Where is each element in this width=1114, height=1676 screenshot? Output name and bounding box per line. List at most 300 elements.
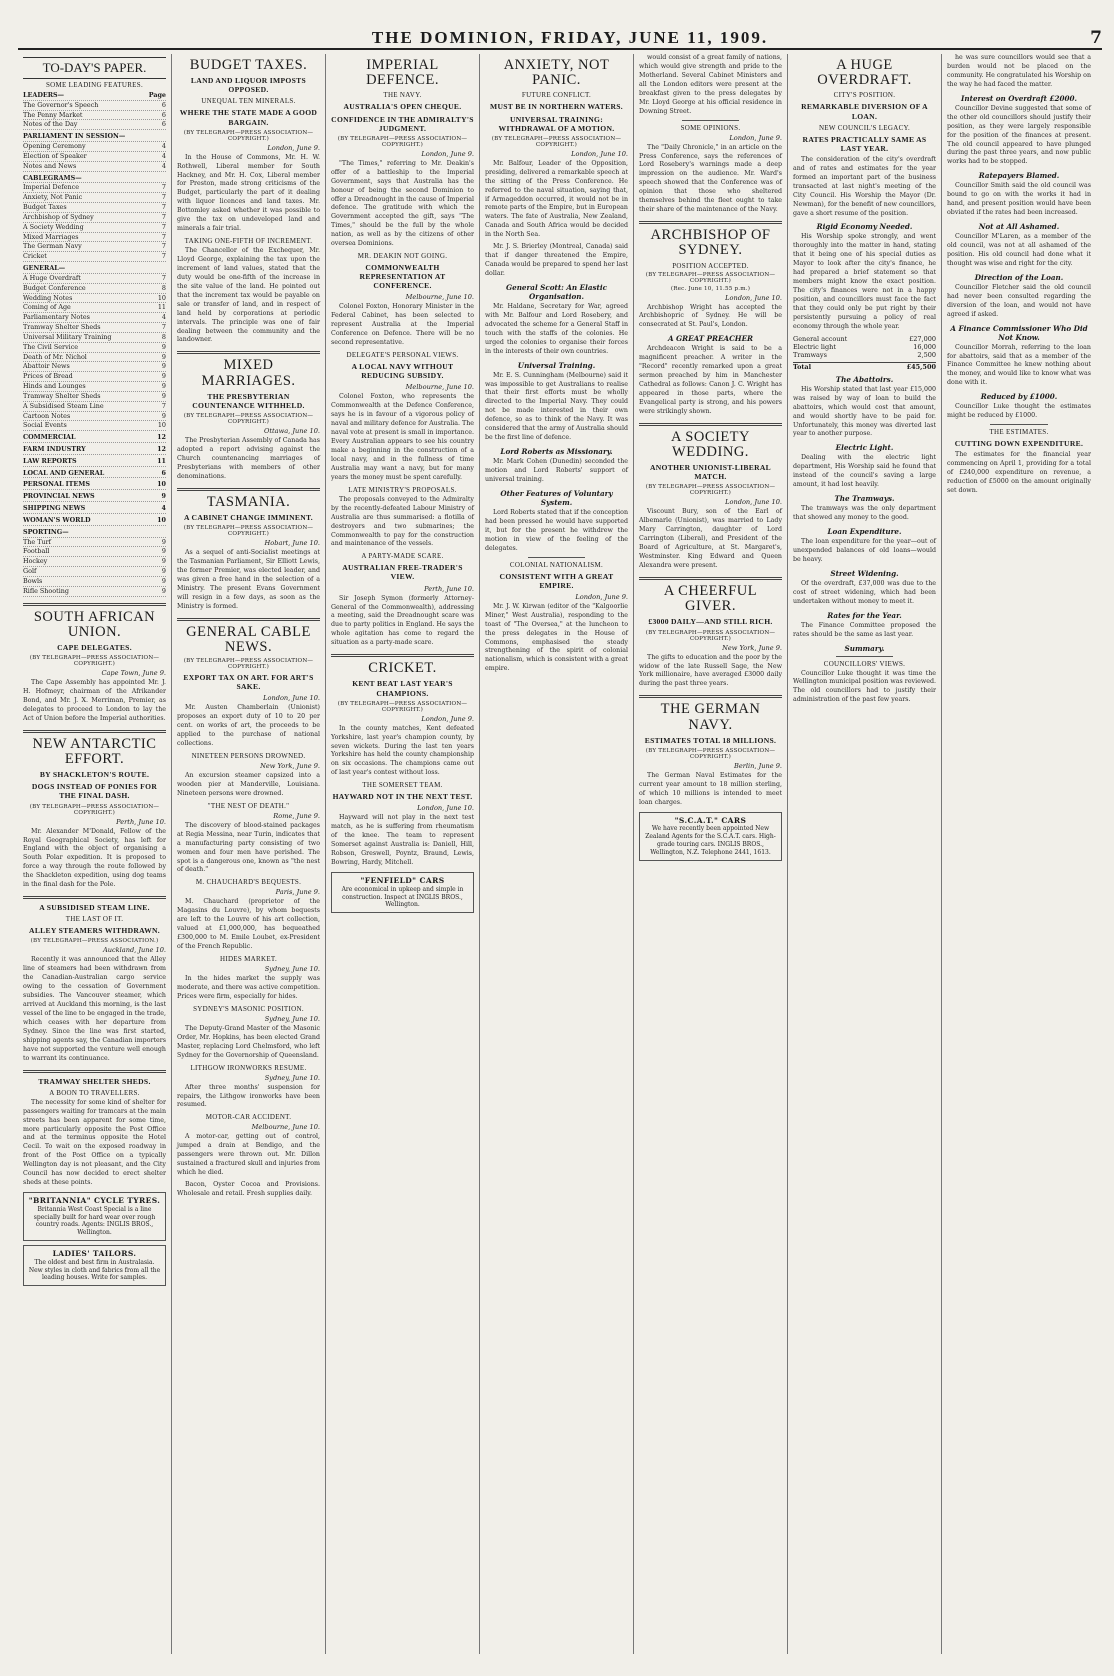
toc-row	[23, 557, 166, 567]
toc-row	[23, 372, 166, 382]
toc-row	[23, 132, 166, 142]
article-text: Councillor Fletcher said the old council had never been consulted regarding the diversion of the loan, and would not have agreed if asked.	[947, 283, 1091, 318]
advertisement	[23, 1192, 166, 1241]
dateline: London, June 9.	[421, 149, 474, 158]
ad-text: Britannia West Coast Special is a line specially built for hard wear over rough country roads. Agents: INGLIS BROS., Wellington.	[33, 1205, 156, 1237]
article-text: In the House of Commons, Mr. H. W. Rothwell, Liberal member for South Hackney, and Mr. H. Cox, Liberal member for Preston, made strong criticisms of the Budget, particularly the part of it dealing with liquor licences and land taxes. Mr. Bottomley asked whether it was possible to give the tax on undeveloped land and minerals a fair trial.	[177, 153, 320, 233]
subhead: UNIVERSAL TRAINING: WITHDRAWAL OF A MOTION.	[498, 114, 615, 133]
subhead: Reduced by £1000.	[980, 392, 1058, 402]
toc-row	[23, 412, 166, 422]
divider	[639, 423, 782, 426]
subhead: SOME OPINIONS.	[680, 123, 741, 132]
subhead: DELEGATE'S PERSONAL VIEWS.	[346, 351, 459, 360]
subhead: COUNCILLORS' VIEWS.	[823, 659, 906, 668]
toc-label: Budget Conference	[23, 283, 86, 292]
toc-page: 9	[161, 537, 166, 546]
dateline: London, June 9.	[267, 143, 320, 152]
table-label: Electric light	[793, 342, 836, 351]
dateline: London, June 10.	[725, 498, 782, 507]
subhead: General Scott: An Elastic Organisation.	[506, 282, 607, 301]
table-value: 16,000	[913, 342, 936, 351]
article-text: Councillor Smith said the old council was bound to go on with the works it had in hand, and present position would have been obviated if the rates had been increased.	[947, 182, 1091, 217]
toc-page: 9	[161, 342, 166, 351]
article-text: Councillor Luke thought it was time the Wellington municipal position was reviewed. The old councillors had to justify their administration of the past few years.	[793, 669, 936, 704]
byline: (BY TELEGRAPH—PRESS ASSOCIATION—COPYRIGHT.)	[491, 135, 622, 148]
toc-row	[23, 242, 166, 252]
toc-row	[23, 274, 166, 284]
subhead: SYDNEY'S MASONIC POSITION.	[193, 1004, 304, 1013]
subhead: CUTTING DOWN EXPENDITURE.	[954, 439, 1084, 449]
toc-label: PERSONAL ITEMS	[23, 480, 90, 489]
table-value: £27,000	[909, 334, 936, 343]
ad-text: Are economical in upkeep and simple in construction. Inspect at INGLIS BROS., Wellington.	[341, 885, 464, 909]
divider	[639, 695, 782, 698]
toc-label: Rifle Shooting	[23, 586, 69, 595]
article-text: Mr. J. W. Kirwan (editor of the "Kalgoorlie Miner," West Australia), responding to the toast of "The Oversea," at the luncheon to the press delegates in the House of Commons, emphasised the steady strengthening of the spirit of colonial nationalism, which is consistent with a great empire.	[485, 602, 628, 673]
total-value: £45,500	[906, 362, 936, 371]
subhead: Ratepayers Blamed.	[978, 171, 1060, 181]
toc-label: A Huge Overdraft	[23, 273, 81, 282]
subhead: WHERE THE STATE MADE A GOOD BARGAIN.	[179, 108, 318, 127]
dateline: New York, June 9.	[260, 761, 320, 770]
article-text: Mr. Balfour, Leader of the Opposition, presiding, delivered a remarkable speech at the sitting of the Press Conference. He referred to the naval situation, saying that, if Armageddon occurred, it would not be in remote parts of the Empire, but in European waters. The fate of Australia, New Zealand, Canada and South Africa would be decided in the North Sea.	[485, 159, 628, 239]
dateline: London, June 10.	[263, 694, 320, 703]
subhead: A GREAT PREACHER	[667, 334, 754, 344]
ad-headline: "FENFIELD" CARS	[360, 876, 445, 886]
headline-tramway: TRAMWAY SHELTER SHEDS.	[38, 1076, 151, 1086]
subhead: Loan Expenditure.	[827, 527, 902, 536]
toc-label: SHIPPING NEWS	[23, 504, 86, 513]
subhead: A PARTY-MADE SCARE.	[361, 552, 444, 561]
toc-row	[23, 353, 166, 363]
article-text: An excursion steamer capsized into a wooden pier at Manderville, Louisiana. Nineteen persons were drowned.	[177, 771, 320, 797]
subhead: A LOCAL NAVY WITHOUT REDUCING SUBSIDY.	[351, 362, 454, 381]
toc-label: CABLEGRAMS—	[23, 173, 82, 182]
advertisement	[331, 872, 474, 913]
toc-label: Death of Mr. Nichol	[23, 352, 87, 361]
toc-row	[23, 193, 166, 203]
toc-page: Page	[148, 91, 166, 99]
article-text: "The Times," referring to Mr. Deakin's offer of a battleship to the Imperial Government, says that Australia has the honour of being the second Dominion to offer a Dreadnought in the cause of Imperial defence. The gratitude with which the Government accepted the gift, says "The Times," should be the full by the whole nation, as well as by the citizens of other oversea Dominions.	[331, 159, 474, 248]
byline: (BY TELEGRAPH—PRESS ASSOCIATION—COPYRIGHT.)	[337, 135, 468, 148]
article-text: After three months' suspension for repairs, the Lithgow ironworks have been resumed.	[177, 1083, 320, 1109]
toc-page: 7	[161, 203, 166, 212]
advertisement	[23, 1245, 166, 1286]
toc-label: Hinds and Lounges	[23, 382, 86, 391]
subhead: THE LAST OF IT.	[65, 915, 124, 924]
toc-page: 9	[161, 391, 166, 400]
toc-label: Budget Taxes	[23, 203, 67, 212]
dateline: Rome, June 9.	[273, 811, 320, 820]
dateline: Berlin, June 9.	[734, 761, 782, 770]
table-row	[793, 351, 936, 359]
subhead: A Finance Commissioner Who Did Not Know.	[950, 323, 1088, 342]
dateline: Melbourne, June 10.	[251, 1123, 320, 1132]
toc-label: A Subsidised Steam Line	[23, 401, 104, 410]
toc-label: Hockey	[23, 557, 48, 566]
subhead: ANOTHER UNIONIST-LIBERAL MATCH.	[649, 463, 772, 482]
article-text: Recently it was announced that the Alley line of steamers had been withdrawn from the Canadian-Australian cargo service owing to the cessation of Government subsidies. The Vancouver steamer, which arrived at Auckland this morning, is the last vessel of the line to be engaged in the trade, which ceases with her departure from Sydney. Since the line was first started, shipping agents say, the Canadian importers have not supported the venture well enough to warrant its continuance.	[23, 956, 166, 1062]
dateline: Paris, June 9.	[275, 888, 320, 897]
headline-mixed-marriages: MIXED MARRIAGES.	[201, 357, 296, 389]
dateline: Sydney, June 10.	[264, 1014, 320, 1023]
overdraft-table	[793, 335, 936, 359]
ad-headline: "BRITANNIA" CYCLE TYRES.	[28, 1196, 161, 1206]
toc-row	[23, 480, 166, 490]
divider	[177, 351, 320, 354]
toc-page: 7	[161, 242, 166, 251]
dateline: Auckland, June 10.	[102, 946, 166, 955]
toc-label: A Society Wedding	[23, 222, 84, 231]
subhead: THE SOMERSET TEAM.	[362, 781, 443, 790]
table-label: Tramways	[793, 350, 827, 359]
masthead	[18, 14, 1102, 50]
subhead: EXPORT TAX ON ART. FOR ART'S SAKE.	[183, 673, 314, 692]
subhead: THE PRESBYTERIAN COUNTENANCE WITHHELD.	[192, 391, 305, 410]
column-4	[480, 54, 634, 1654]
toc-label: Cartoon Notes	[23, 411, 71, 420]
article-text: The tramways was the only department that showed any money to the good.	[793, 505, 936, 522]
toc-page: 7	[161, 323, 166, 332]
toc-label: WOMAN'S WORLD	[23, 515, 91, 524]
toc-row	[23, 174, 166, 184]
toc-label: Bowls	[23, 576, 43, 585]
toc-row	[23, 577, 166, 587]
table-row	[793, 343, 936, 351]
toc-row	[23, 203, 166, 213]
toc-row	[23, 233, 166, 243]
subhead: Rigid Economy Needed.	[816, 222, 913, 232]
toc-label: PARLIAMENT IN SESSION—	[23, 132, 126, 141]
headline-cricket: CRICKET.	[368, 660, 437, 677]
toc-label: Archbishop of Sydney	[23, 212, 94, 221]
toc-title: TO-DAY'S PAPER.	[23, 57, 166, 79]
article-text: The proposals conveyed to the Admiralty by the recently-defeated Labour Ministry of Australia are thus summarised: a flotilla of destroyers and two submarines; the Commonwealth to pay for the construction and maintenance of the vessels.	[331, 495, 474, 548]
columns	[18, 54, 1102, 1654]
toc-page: 6	[161, 468, 166, 477]
toc-row	[23, 547, 166, 557]
subhead: Electric Light.	[835, 443, 894, 453]
subhead: Summary.	[844, 643, 885, 653]
toc-row	[23, 284, 166, 294]
table-row	[793, 335, 936, 343]
dateline: London, June 10.	[725, 293, 782, 302]
toc-page: 7	[161, 401, 166, 410]
toc-row	[23, 152, 166, 162]
dateline: Melbourne, June 10.	[405, 293, 474, 302]
byline: (BY TELEGRAPH—PRESS ASSOCIATION—COPYRIGHT.)	[183, 525, 314, 538]
article-text: Councillor M'Laren, as a member of the old council, was not at all ashamed of the position. His old council had done what it thought was wise and right for the city.	[947, 233, 1091, 267]
article-text: A motor-car, getting out of control, jumped a drain at Bendigo, and the passengers were thrown out. Mr. Dillon sustained a fractured skull and injuries from which he died.	[177, 1133, 320, 1177]
byline: (BY TELEGRAPH—PRESS ASSOCIATION.)	[30, 938, 159, 945]
headline-anxiety-not-panic: ANXIETY, NOT PANIC.	[503, 57, 610, 89]
article-text: The Deputy-Grand Master of the Masonic Order, Mr. Hopkins, has been elected Grand Master, replacing Lord Chelmsford, who left Sydney for the Governorship of Queensland.	[177, 1024, 320, 1059]
divider	[23, 730, 166, 733]
article-text: Mr. Mark Cohen (Dunedin) seconded the motion and Lord Roberts' support of universal training.	[485, 458, 628, 483]
received-line: (Rec. June 10, 11.55 p.m.)	[670, 285, 751, 292]
toc-label: Parliamentary Notes	[23, 313, 90, 322]
headline-huge-overdraft: A HUGE OVERDRAFT.	[817, 57, 912, 89]
subhead: The Tramways.	[834, 494, 895, 504]
toc-row	[23, 183, 166, 193]
toc-page: 11	[157, 303, 166, 312]
toc-label: Notes of the Day	[23, 120, 78, 129]
toc-row	[23, 313, 166, 323]
dateline: London, June 10.	[417, 804, 474, 813]
subhead: CONFIDENCE IN THE ADMIRALTY'S JUDGMENT.	[331, 114, 474, 133]
toc-page: 10	[157, 480, 166, 489]
toc-label: PROVINCIAL NEWS	[23, 492, 95, 501]
toc-page: 7	[161, 193, 166, 202]
ad-text: We have recently been appointed New Zealand Agents for the S.C.A.T. cars. High-grade touring cars. INGLIS BROS., Wellington, N.Z. Telephone 2441, 1613.	[645, 825, 776, 856]
headline-south-african-union: SOUTH AFRICAN UNION.	[33, 608, 156, 640]
toc-page: 8	[161, 332, 166, 341]
table-label: General account	[793, 334, 848, 343]
ad-headline: LADIES' TAILORS.	[52, 1249, 137, 1259]
toc-row	[23, 362, 166, 372]
toc-row	[23, 567, 166, 577]
article-text: Mr. Haldane, Secretary for War, agreed with Mr. Balfour and Lord Rosebery, and advocated the scheme for a General Staff in touch with the staffs of the colonies. He urged the colonies to organise their forces in the interests of their own countries.	[485, 302, 628, 355]
toc-page: 4	[161, 504, 166, 513]
toc-label: COMMERCIAL	[23, 433, 76, 442]
dateline: London, June 9.	[575, 592, 628, 601]
article-text: The loan expenditure for the year—out of unexpended balances of old loans—would be heavy.	[793, 538, 936, 563]
dateline: Cape Town, June 9.	[101, 669, 166, 678]
byline: (BY TELEGRAPH—PRESS ASSOCIATION—COPYRIGHT.)	[337, 700, 468, 713]
toc-row	[23, 111, 166, 121]
article-text: Mr. J. S. Brierley (Montreal, Canada) said that if danger threatened the Empire, Canada would be prepared to spend her last dollar.	[485, 243, 628, 278]
byline: (BY TELEGRAPH—PRESS ASSOCIATION—COPYRIGHT.)	[29, 803, 160, 816]
divider	[23, 603, 166, 606]
toc-page: 10	[157, 293, 166, 302]
toc-row	[23, 223, 166, 233]
subhead: HIDES MARKET.	[219, 955, 278, 964]
subhead: UNEQUAL TEN MINERALS.	[201, 97, 296, 106]
divider	[682, 120, 739, 121]
headline-society-wedding: A SOCIETY WEDDING.	[670, 428, 751, 461]
toc-page: 7	[161, 222, 166, 231]
subhead: TAKING ONE-FIFTH OF INCREMENT.	[184, 237, 313, 246]
toc-row	[23, 421, 166, 431]
subhead: A CABINET CHANGE IMMINENT.	[183, 512, 314, 522]
article-text: Mr. Austen Chamberlain (Unionist) proposes an export duty of 10 to 20 per cent. on works of art, the proceeds to be applied to the purchase of national collections.	[177, 704, 320, 748]
toc-row	[23, 587, 166, 597]
subhead: MUST BE IN NORTHERN WATERS.	[490, 102, 623, 112]
toc-label: Football	[23, 547, 50, 556]
subhead: MR. DEAKIN NOT GOING.	[357, 252, 448, 261]
subhead: Rates for the Year.	[827, 610, 902, 620]
dateline: Melbourne, June 10.	[405, 383, 474, 392]
toc-page: 7	[161, 183, 166, 192]
toc-list	[23, 91, 166, 597]
article-text: The Finance Committee proposed the rates should be the same as last year.	[793, 621, 936, 638]
toc-page: 9	[161, 362, 166, 371]
subhead: ALLEY STEAMERS WITHDRAWN.	[29, 926, 160, 936]
article-text: Hayward will not play in the next test match, as he is suffering from rheumatism of the knee. The team to represent Somerset against Australia is: Daniell, Hill, Robson, Greswell, Poyntz, Braund, Lewis, Bowring, Hardy, Mitchell.	[331, 814, 474, 867]
subhead: BY SHACKLETON'S ROUTE.	[39, 770, 150, 780]
toc-row	[23, 382, 166, 392]
subhead: "THE NEST OF DEATH."	[207, 801, 290, 810]
toc-row	[23, 333, 166, 343]
subhead: LATE MINISTRY'S PROPOSALS.	[348, 485, 457, 494]
subhead: FUTURE CONFLICT.	[521, 91, 592, 100]
headline-cheerful-giver: A CHEERFUL GIVER.	[663, 583, 758, 615]
headline-german-navy: THE GERMAN NAVY.	[660, 701, 761, 733]
article-text: The estimates for the financial year commencing on April 1, providing for a total of £240,000 expenditure on revenue, a reduction of £5000 on the amount originally set down.	[947, 451, 1091, 494]
toc-page: 7	[161, 212, 166, 221]
subhead: REMARKABLE DIVERSION OF A LOAN.	[801, 102, 928, 121]
toc-page: 6	[161, 100, 166, 109]
toc-label: The Civil Service	[23, 342, 79, 351]
table-value: 2,500	[917, 350, 936, 359]
toc-label: The Turf	[23, 537, 51, 546]
divider	[177, 488, 320, 491]
toc-page: 7	[161, 273, 166, 282]
divider	[639, 577, 782, 580]
toc-row	[23, 101, 166, 111]
article-text: In the hides market the supply was moderate, and there was active competition. Prices were firm, especially for hides.	[177, 975, 320, 1000]
article-text: Of the overdraft, £37,000 was due to the cost of street widening, which had been undertaken without money to meet it.	[793, 579, 936, 605]
toc-row	[23, 492, 166, 502]
article-text: Bacon, Oyster Cocoa and Provisions. Wholesale and retail. Fresh supplies daily.	[177, 1181, 320, 1198]
ad-headline: "S.C.A.T." CARS	[674, 815, 747, 825]
subhead: LITHGOW IRONWORKS RESUME.	[190, 1063, 307, 1072]
column-2	[172, 54, 326, 1654]
toc-row	[23, 457, 166, 467]
article-text: Sir Joseph Symon (formerly Attorney-General of the Commonwealth), addressing a meeting, said the Dreadnought scare was due to party politics in England. He says the whole agitation has come to regard the situation as a party-made scare.	[331, 594, 474, 647]
toc-page: 6	[161, 110, 166, 119]
toc-page: 9	[161, 411, 166, 420]
toc-label: The Penny Market	[23, 110, 83, 119]
article-text: Lord Roberts stated that if the conception had been pressed he would have supported it, but for the present he withdrew the motion in view of the feeling of the delegates.	[485, 508, 628, 552]
page-number: 7	[1090, 28, 1102, 48]
toc-label: The Governor's Speech	[23, 100, 99, 109]
subhead: AUSTRALIAN FREE-TRADER'S VIEW.	[342, 563, 463, 582]
column-3	[326, 54, 480, 1654]
toc-label: LAW REPORTS	[23, 456, 77, 465]
toc-row	[23, 91, 166, 101]
divider	[23, 896, 166, 899]
headline-budget-taxes: BUDGET TAXES.	[189, 57, 308, 73]
divider	[836, 656, 893, 657]
toc-row	[23, 433, 166, 443]
article-text: would consist of a great family of nations, which would give strength and pride to the Motherland. Several Cabinet Ministers and all the London editors were present at the breakfast given to the press delegates by Mr. Lloyd George at his official residence in Downing Street.	[639, 54, 782, 115]
toc-label: Social Events	[23, 421, 67, 430]
toc-label: Notes and News	[23, 161, 77, 170]
toc-row	[23, 538, 166, 548]
article-text: The consideration of the city's overdraft and of rates and estimates for the year formed an important part of the business transacted at last night's meeting of the City Council. His Worship the Mayor (Dr. Newman), for the benefit of new councillors, gave a short resume of the position.	[793, 155, 936, 217]
divider	[990, 424, 1048, 425]
article-text: Colonel Foxton, Honorary Minister in the Federal Cabinet, has been selected to represent Australia at the Imperial Conference on Defence. There will be no second representative.	[331, 303, 474, 347]
article-text: As a sequel of anti-Socialist meetings at the Tasmanian Parliament, Sir Elliott Lewis, the former Premier, was elected leader, and was given a free hand in the selection of a Ministry. The present Evans Government will resign in a few days, as soon as the Ministry is formed.	[177, 549, 320, 610]
byline: (BY TELEGRAPH—PRESS ASSOCIATION—COPYRIGHT.)	[645, 629, 776, 642]
toc-page: 6	[161, 120, 166, 129]
toc-page: 10	[157, 421, 166, 430]
article-text: In the county matches, Kent defeated Yorkshire, last year's champion county, by seven wickets. During the last ten years Yorkshire has held the county championship on six occasions. The champions came out of last year's contest without loss.	[331, 724, 474, 777]
headline-antarctic: NEW ANTARCTIC EFFORT.	[32, 735, 157, 768]
column-5	[634, 54, 788, 1654]
article-text: Mr. Alexander M'Donald, Fellow of the Royal Geographical Society, has left for England with the object of organising a South Polar expedition. It is proposed to force a way through the route followed by the Shackleton expedition, using dog teams in the final dash for the Pole.	[23, 827, 166, 889]
toc-label: Prices of Bread	[23, 372, 73, 381]
article-text: The discovery of blood-stained packages at Regia Messina, near Turin, indicates that a manufacturing party consisting of two women and four men have perished. The spot is a dangerous one, known as "the nest of death."	[177, 821, 320, 874]
subhead: CITY'S POSITION.	[833, 91, 896, 100]
toc-page: 4	[161, 161, 166, 170]
article-text: Archdeacon Wright is said to be a magnificent preacher. A writer in the "Record" recently remarked upon a great sermon preached by him in Manchester Cathedral as follows: Canon J. C. Wright has appeared in those parts, where the Evangelical party is strong, and his powers were strikingly shown.	[639, 345, 782, 415]
byline: (BY TELEGRAPH—PRESS ASSOCIATION—COPYRIGHT.)	[29, 655, 160, 668]
dateline: New York, June 9.	[722, 643, 782, 652]
masthead-title: THE DOMINION, FRIDAY, JUNE 11, 1909.	[371, 28, 769, 47]
subhead: LAND AND LIQUOR IMPOSTS OPPOSED.	[190, 76, 307, 95]
byline: (BY TELEGRAPH—PRESS ASSOCIATION—COPYRIGHT.)	[183, 658, 314, 671]
article-text: Councillor Luke thought the estimates might be reduced by £1000.	[947, 403, 1091, 420]
subhead: Other Features of Voluntary System.	[500, 488, 613, 507]
toc-page: 4	[161, 313, 166, 322]
toc-page: 9	[161, 557, 166, 566]
article-text: The German Naval Estimates for the current year amount to 18 million sterling, of which 10 millions is intended to meet loan charges.	[639, 771, 782, 806]
toc-label: Election of Speaker	[23, 151, 87, 160]
dateline: London, June 9.	[421, 714, 474, 723]
headline-tasmania: TASMANIA.	[206, 493, 291, 510]
total-label: Total	[793, 362, 812, 371]
byline: (BY TELEGRAPH—PRESS ASSOCIATION—COPYRIGHT.)	[183, 129, 314, 142]
divider	[23, 1070, 166, 1073]
toc-page: 9	[161, 382, 166, 391]
dateline: Ottawa, June 10.	[263, 427, 320, 436]
subhead: COMMONWEALTH REPRESENTATION AT CONFERENCE.	[359, 263, 446, 291]
toc-label: GENERAL—	[23, 264, 66, 273]
article-text: The Chancellor of the Exchequer, Mr. Lloyd George, explaining the tax upon the increment of land values, stated that the duty would be one-fifth of the increase in the site value of the land. He pointed out that the increment tax would be payable on sale or transfer of land, and in respect of land held by corporations at periodic intervals. The principle was one of fair dealing between the community and the landowner.	[177, 247, 320, 344]
divider	[177, 618, 320, 621]
toc-label: FARM INDUSTRY	[23, 444, 86, 453]
toc-page: 7	[161, 232, 166, 241]
toc-page: 12	[157, 433, 166, 442]
subhead: CONSISTENT WITH A GREAT EMPIRE.	[499, 571, 614, 590]
subhead: Direction of the Loan.	[974, 272, 1064, 282]
subhead: THE ESTIMATES.	[989, 428, 1049, 437]
toc-page: 9	[161, 352, 166, 361]
subhead: DOGS INSTEAD OF PONIES FOR THE FINAL DASH.	[31, 782, 158, 801]
column-7	[942, 54, 1096, 1654]
toc-page: 9	[161, 576, 166, 585]
dateline: Sydney, June 10.	[264, 965, 320, 974]
divider	[528, 557, 585, 558]
toc-row	[23, 162, 166, 172]
toc-page: 12	[157, 444, 166, 453]
overdraft-total	[793, 362, 936, 371]
toc-page: 11	[157, 456, 166, 465]
byline: (BY TELEGRAPH—PRESS ASSOCIATION—COPYRIGHT.)	[645, 271, 776, 284]
toc-row	[23, 120, 166, 130]
toc-label: Cricket	[23, 252, 47, 261]
subhead: NEW COUNCIL'S LEGACY.	[818, 123, 911, 132]
toc-page: 9	[161, 492, 166, 501]
toc-page: 9	[161, 567, 166, 576]
headline-steam-line: A SUBSIDISED STEAM LINE.	[39, 903, 150, 913]
article-text: Colonel Foxton, who represents the Commonwealth at the Defence Conference, says he is in favour of a vigorous policy of naval and military defence for Australia. The naval vote at present is small in importance. Every Australian appears to see his country make a beginning in the construction of a local navy, and in the fullness of time Australia may want a navy, but for many years the money must be spent carefully.	[331, 393, 474, 481]
toc-row	[23, 213, 166, 223]
subhead: HAYWARD NOT IN THE NEXT TEST.	[332, 792, 473, 802]
article-text: Councillor Devine suggested that some of the other old councillors should justify their position, as they were largely responsible for the position of the finances at present. The old council appeared to have plunged during the past three years, and now public works had to be stopped.	[947, 104, 1091, 166]
toc-row	[23, 323, 166, 333]
article-text: he was sure councillors would see that a burden would not be placed on the community. He congratulated his Worship on the way he had faced the matter.	[947, 54, 1091, 88]
toc-page: 9	[161, 372, 166, 381]
toc-row	[23, 252, 166, 262]
toc-row	[23, 343, 166, 353]
column-6	[788, 54, 942, 1654]
subhead: MOTOR-CAR ACCIDENT.	[205, 1113, 292, 1122]
toc-label: Abattoir News	[23, 362, 70, 371]
toc-label: Golf	[23, 567, 37, 576]
